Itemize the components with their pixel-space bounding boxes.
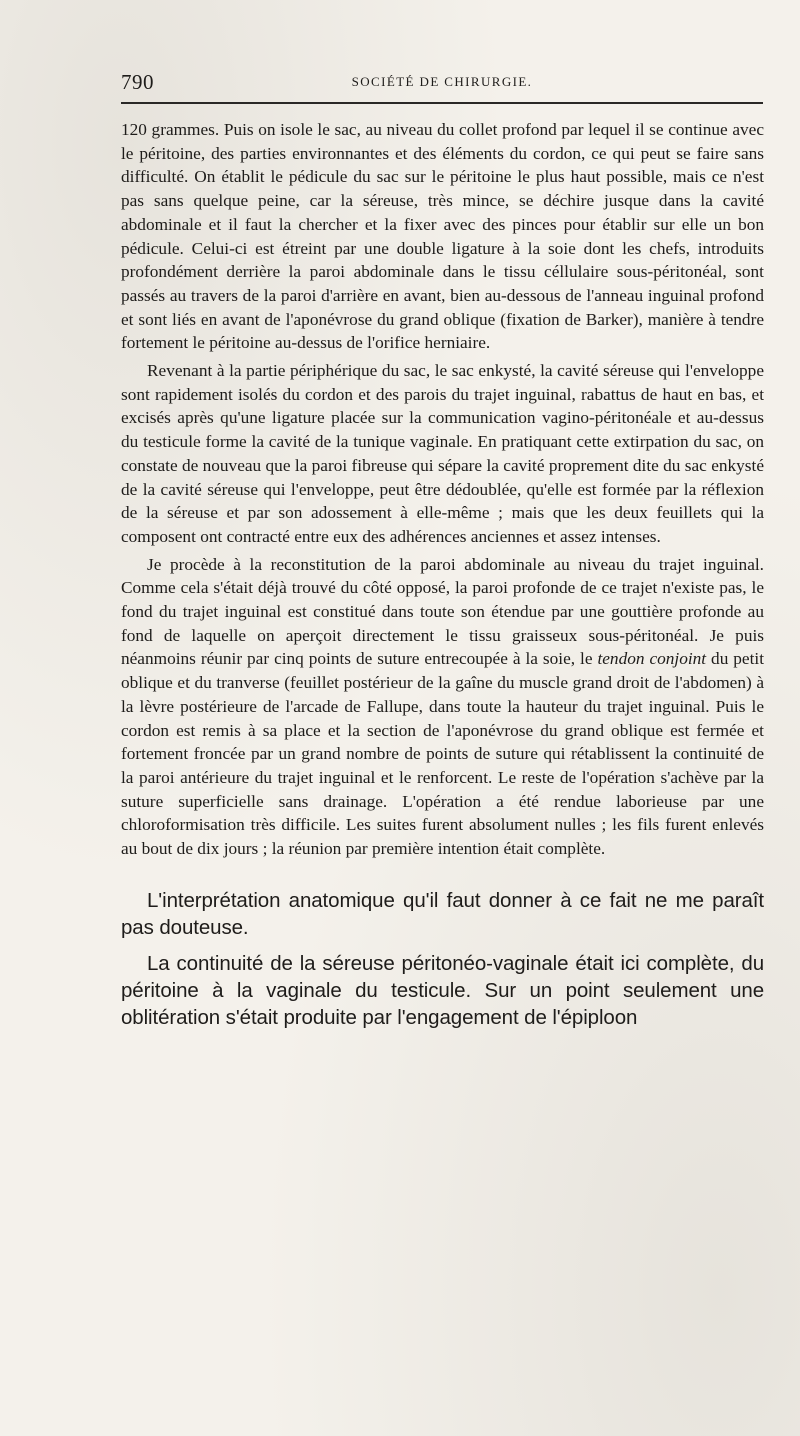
paragraph-text-start: Je procède à la reconstitution de la paroi abdominale au niveau du trajet inguinal. Comme cela s'était déjà trouvé du côté opposé, la paroi profonde de ce trajet n'existe pas, le fond du trajet inguinal est constitué dans toute son étendue par une gouttière profonde au fond de laquelle on aperçoit directement le tissu graisseux sous-péritonéal. Je puis néanmoins réunir par cinq points de suture entrecoupée à la soie, le [121,554,764,669]
paragraph-text-end: du petit oblique et du tranverse (feuillet postérieur de la gaîne du muscle grand droit de l'abdomen) à la lèvre postérieure de l'arcade de Fallupe, dans toute la hauteur du trajet inguinal. Puis le cordon est remis à sa place et la section de l'aponévrose du grand oblique est fermée et fortement froncée par un grand nombre de points de suture qui rétablissent la continuité de la paroi antérieure du trajet inguinal et le renforcent. Le reste de l'opération s'achève par la suture superficielle sans drainage. L'opération a été rendue laborieuse par une chloroformisation très difficile. Les suites furent absolument nulles ; les fils furent enlevés au bout de dix jours ; la réunion par première intention était complète. [121,649,764,859]
running-title: SOCIÉTÉ DE CHIRURGIE. [351,74,533,89]
section-gap [121,865,764,887]
page-header [121,66,763,96]
paragraph-interpretation: L'interprétation anatomique qu'il faut donner à ce fait ne me paraît pas douteuse. [121,888,764,939]
header-rule [121,102,763,104]
body-text [121,118,764,1040]
italic-term: tendon conjoint [597,649,707,669]
paragraph-sac-extirpation: Revenant à la partie périphérique du sac, le sac enkysté, la cavité séreuse qui l'enveloppe sont rapidement isolés du cordon et des parois du trajet inguinal, rabattus de haut en bas, et excisés après qu'une ligature placée sur la communication vagino-péritonéale et au-dessus du testicule forme la cavité de la tunique vaginale. En pratiquant cette extirpation du sac, on constate de nouveau que la paroi fibreuse qui sépare la cavité proprement dite du sac enkysté de la cavité séreuse qui l'enveloppe, peut être dédoublée, qu'elle est formée par la réflexion de la séreuse et par son adossement à elle-même ; mais que les deux feuillets qui la composent ont contracté entre eux des adhérences anciennes et assez intenses. [121,361,764,546]
page-number: 790 [121,70,154,94]
paragraph-continuation: 120 grammes. Puis on isole le sac, au niveau du collet profond par lequel il se continue avec le péritoine, des parties environnantes et des éléments du cordon, ce qui peut se faire sans difficulté. On établit le pédicule du sac sur le péritoine le plus haut possible, mais ce n'est pas sans quelque peine, car la séreuse, très mince, se déchire jusque dans la cavité abdominale et il faut la chercher et la fixer avec des pinces pour établir sur elle un bon pédicule. Celui-ci est étreint par une double ligature à la soie dont les chefs, introduits profondément derrière la paroi abdominale dans le tissu céllulaire sous-péritonéal, sont passés au travers de la paroi d'arrière en avant, bien au-dessous de l'anneau inguinal profond et sont liés en avant de l'aponévrose du grand oblique (fixation de Barker), manière à tendre fortement le péritoine au-dessus de l'orifice herniaire. [121,120,764,353]
paragraph-continuity: La continuité de la séreuse péritonéo-vaginale était ici complète, du péritoine à la vaginale du testicule. Sur un point seulement une oblitération s'était produite par l'engagement de l'épiploon [121,951,764,1029]
paragraph-wall-reconstruction [121,553,764,861]
